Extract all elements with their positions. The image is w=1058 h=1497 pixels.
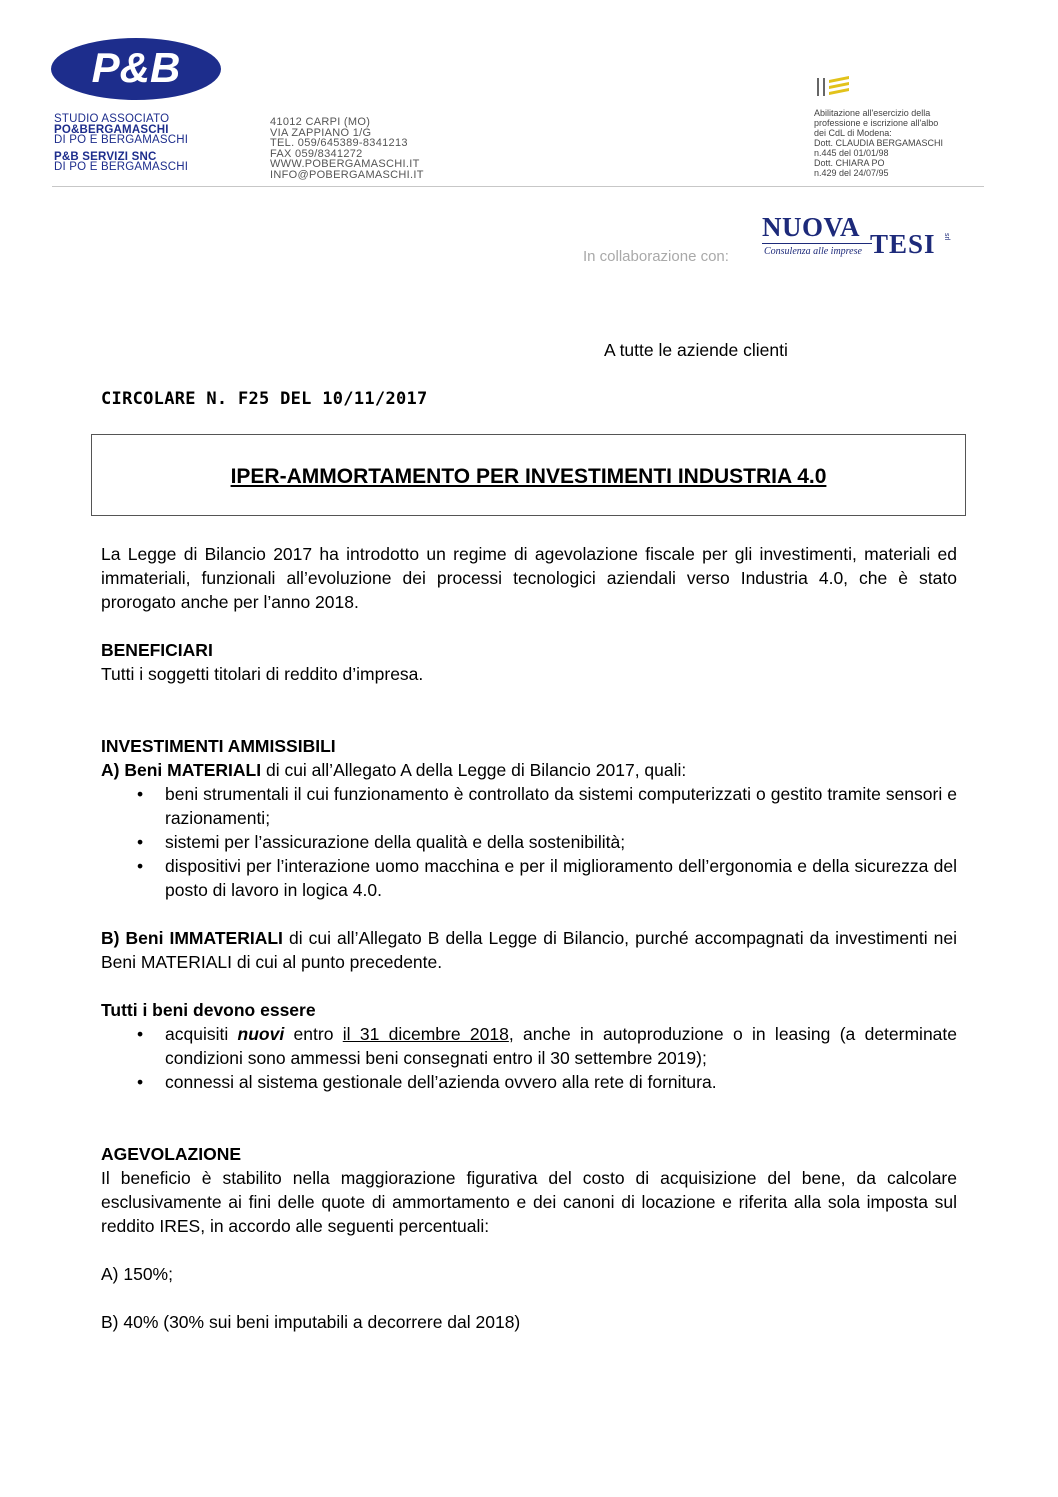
pb-logo <box>50 36 226 107</box>
studio-name-block <box>54 114 188 173</box>
beni-immateriali-paragraph <box>101 926 957 974</box>
document-body <box>101 542 957 1334</box>
tutti-beni-heading: Tutti i beni devono essere <box>101 1000 316 1020</box>
studio-line: PO&BERGAMASCHI <box>54 123 169 136</box>
tesi-text: TESI <box>870 229 936 259</box>
abilitazione-block <box>814 108 943 178</box>
servizi-line: P&B SERVIZI SNC <box>54 150 157 163</box>
tagline-text: Consulenza alle imprese <box>764 246 862 257</box>
consulenti-lavoro-icon <box>815 74 855 102</box>
beni-materiali-list <box>101 782 957 902</box>
servizi-line: DI PO E BERGAMASCHI <box>54 161 189 173</box>
bullet-icon: • <box>137 832 144 852</box>
tutti-beni-list <box>101 1022 957 1094</box>
agevolazione-text: Il beneficio è stabilito nella maggiorazione figurativa del costo di acquisizione del bene, da calcolare esclusivamente ai fini delle quote di ammortamento e dei canoni di locazione e riferita alla sola imposta sul reddito IRES, in accordo alle seguenti percentuali: <box>101 1168 957 1236</box>
beni-materiali-line <box>101 758 957 782</box>
abilitazione-line: dei CdL di Modena: <box>814 128 892 138</box>
bullet-icon: • <box>137 1072 144 1092</box>
bullet-icon: • <box>137 784 144 804</box>
beni-materiali-rest: di cui all’Allegato A della Legge di Bilancio 2017, quali: <box>261 760 687 780</box>
agevolazione-heading: AGEVOLAZIONE <box>101 1144 242 1164</box>
title-box <box>91 434 966 516</box>
srl-text: srl <box>943 233 950 241</box>
header-divider <box>52 186 984 187</box>
abilitazione-line: n.429 del 24/07/95 <box>814 168 889 178</box>
bullet-icon: • <box>137 856 144 876</box>
abilitazione-line: Dott. CHIARA PO <box>814 158 885 168</box>
document-title: IPER-AMMORTAMENTO PER INVESTIMENTI INDUSTRIA 4.0 <box>230 465 827 488</box>
nuova-tesi-logo <box>762 212 958 260</box>
list-item: • sistemi per l’assicurazione della qualità e della sostenibilità; <box>137 832 626 852</box>
nuova-text: NUOVA <box>762 212 861 242</box>
studio-line: STUDIO ASSOCIATO <box>54 113 170 125</box>
agevolazione-a: A) 150%; <box>101 1264 173 1284</box>
address-block <box>270 117 424 180</box>
address-line: FAX 059/8341272 <box>270 147 363 160</box>
list-item: • beni strumentali il cui funzionamento è controllato da sistemi computerizzati o gestito tramite sensori e razionamenti; <box>137 784 957 828</box>
logo-underline <box>762 243 872 244</box>
studio-line: DI PO E BERGAMASCHI <box>54 134 189 146</box>
list-item: • connessi al sistema gestionale dell’azienda ovvero alla rete di fornitura. <box>137 1072 717 1092</box>
intro-paragraph: La Legge di Bilancio 2017 ha introdotto un regime di agevolazione fiscale per gli investimenti, materiali ed immateriali, funzionali all’evoluzione dei processi tecnologici aziendali verso Industria 4.0, che è stato prorogato anche per l’anno 2018. <box>101 544 957 612</box>
address-line: TEL. 059/645389-8341213 <box>270 137 408 149</box>
address-line: WWW.POBERGAMASCHI.IT <box>270 158 420 170</box>
beni-immateriali-rest: di cui all’Allegato B della Legge di Bilancio, purché accompagnati da investimenti nei Beni MATERIALI di cui al punto precedente. <box>101 928 957 972</box>
abilitazione-line: n.445 del 01/01/98 <box>814 148 889 158</box>
list-item: • acquisiti nuovi entro il 31 dicembre 2018, anche in autoproduzione o in leasing (a determinate condizioni sono ammessi beni consegnati entro il 30 settembre 2019); <box>137 1024 957 1068</box>
recipient: A tutte le aziende clienti <box>604 340 788 360</box>
abilitazione-line: professione e iscrizione all'albo <box>814 118 939 128</box>
investimenti-heading: INVESTIMENTI AMMISSIBILI <box>101 736 336 756</box>
abilitazione-line: Dott. CLAUDIA BERGAMASCHI <box>814 138 944 148</box>
beni-materiali-label: A) Beni MATERIALI <box>101 760 262 780</box>
list-item: • dispositivi per l’interazione uomo macchina e per il miglioramento dell’ergonomia e della sicurezza del posto di lavoro in logica 4.0. <box>137 856 957 900</box>
address-line: 41012 CARPI (MO) <box>270 116 371 128</box>
beneficiari-text: Tutti i soggetti titolari di reddito d’impresa. <box>101 664 424 684</box>
beneficiari-heading: BENEFICIARI <box>101 640 213 660</box>
abilitazione-line: Abilitazione all'esercizio della <box>814 108 931 118</box>
collaboration-label: In collaborazione con: <box>583 248 729 265</box>
address-line: VIA ZAPPIANO 1/G <box>270 126 372 139</box>
circolare-number: CIRCOLARE N. F25 DEL 10/11/2017 <box>101 389 428 409</box>
pb-logo-mark <box>50 36 222 102</box>
agevolazione-b: B) 40% (30% sui beni imputabili a decorrere dal 2018) <box>101 1312 521 1332</box>
bullet-icon: • <box>137 1024 144 1044</box>
pb-logo-text: P&B <box>91 44 181 91</box>
address-line: INFO@POBERGAMASCHI.IT <box>270 168 424 181</box>
beni-immateriali-label: B) Beni IMMATERIALI <box>101 928 283 948</box>
